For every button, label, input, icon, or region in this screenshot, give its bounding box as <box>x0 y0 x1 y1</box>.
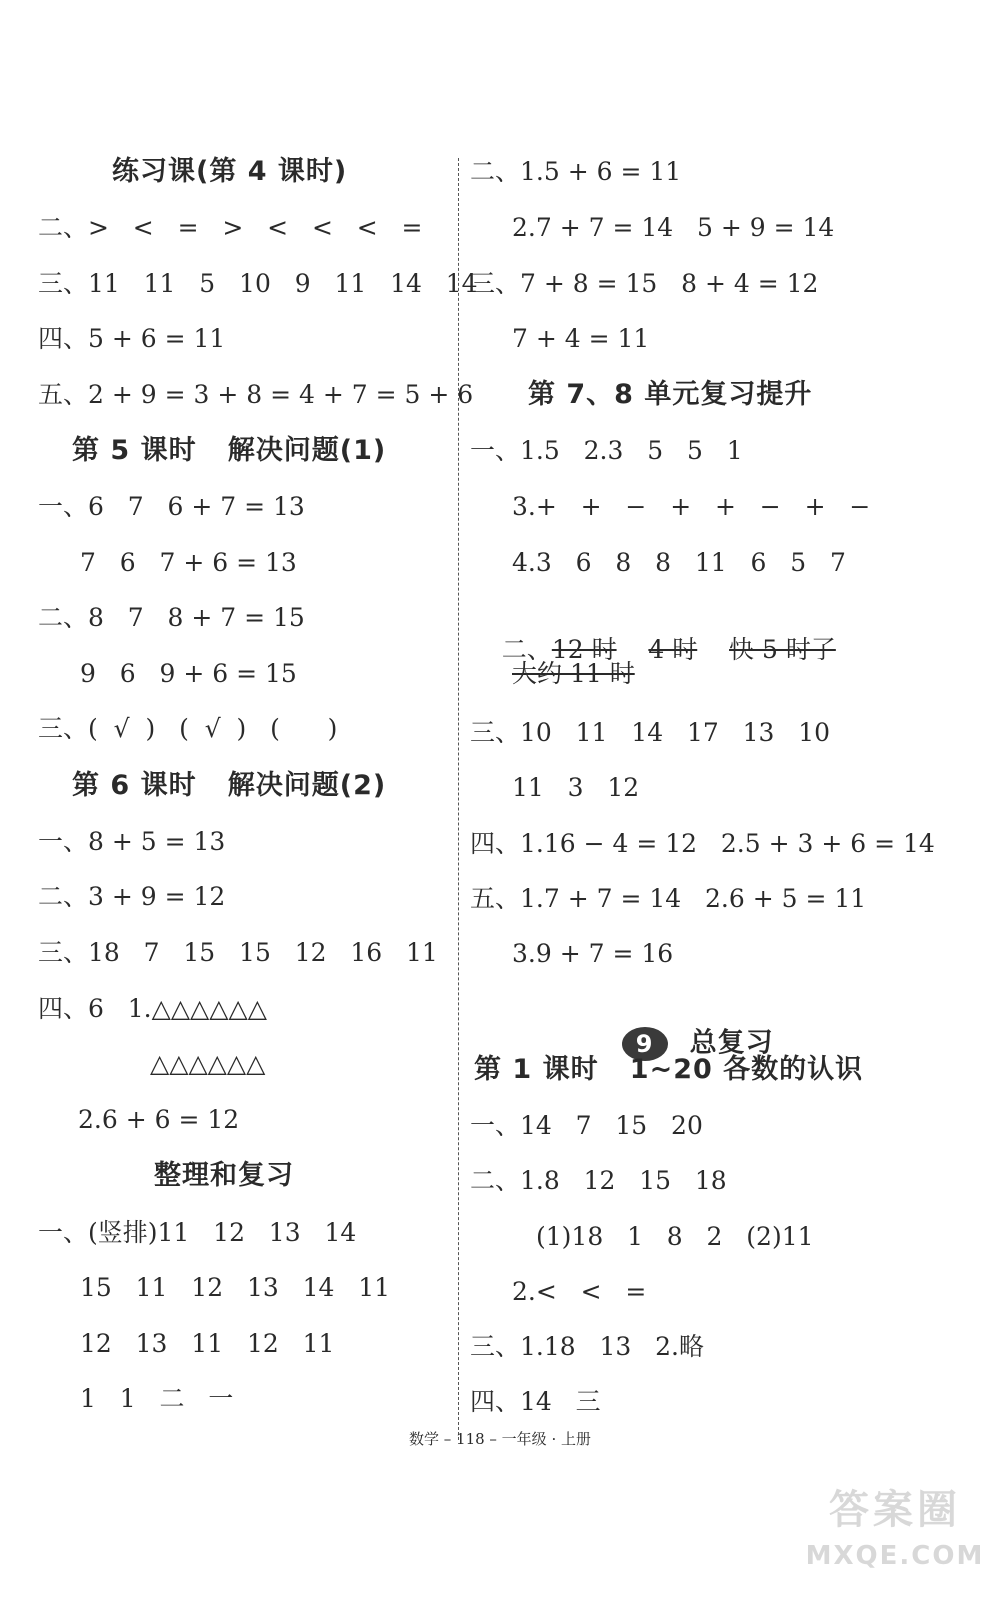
answer-line: △△△△△△ <box>150 1049 266 1078</box>
answer-line: 一、6 7 6 + 7 = 13 <box>38 492 305 521</box>
answer-line: 一、(竖排)11 12 13 14 <box>38 1218 357 1247</box>
answer-line: 二、1.5 + 6 = 11 <box>470 157 682 186</box>
answer-line: 五、2 + 9 = 3 + 8 = 4 + 7 = 5 + 6 <box>38 380 474 409</box>
section-heading: 第 7、8 单元复习提升 <box>528 379 813 410</box>
answer-line: 2.7 + 7 = 14 5 + 9 = 14 <box>512 213 835 242</box>
answer-line: 9 6 9 + 6 = 15 <box>80 659 297 688</box>
section-heading: 第 6 课时 解决问题(2) <box>72 770 387 801</box>
answer-line: (1)18 1 8 2 (2)11 <box>536 1222 814 1251</box>
watermark-logo-text: 答案圈 <box>829 1487 961 1533</box>
answer-line: 二、1.8 12 15 18 <box>470 1166 727 1195</box>
answer-line: 1 1 二 一 <box>80 1384 234 1413</box>
answer-line: 12 13 11 12 11 <box>80 1329 335 1358</box>
answer-line: 4.3 6 8 8 11 6 5 7 <box>512 548 846 577</box>
answer-line: 一、14 7 15 20 <box>470 1111 703 1140</box>
site-watermark <box>800 1482 990 1592</box>
clock-answer: 大约 11 时 <box>512 659 635 688</box>
answer-line: 四、1.16 − 4 = 12 2.5 + 3 + 6 = 14 <box>470 829 935 858</box>
answer-line: 三、7 + 8 = 15 8 + 4 = 12 <box>470 269 819 298</box>
clock-answer: 快 5 时了 <box>729 635 836 664</box>
answer-line: 3.+ + − + + − + − <box>512 492 871 521</box>
answer-line: 15 11 12 13 14 11 <box>80 1273 391 1302</box>
clock-answer: 12 时 <box>551 635 617 664</box>
answer-line: 三、1.18 13 2.略 <box>470 1332 705 1361</box>
answer-line: 7 + 4 = 11 <box>512 324 650 353</box>
answer-line: 二、8 7 8 + 7 = 15 <box>38 603 305 632</box>
unit-number-badge: 9 <box>622 1027 668 1061</box>
answer-line: 三、10 11 14 17 13 10 <box>470 718 831 747</box>
answer-line: 7 6 7 + 6 = 13 <box>80 548 297 577</box>
answer-line: 五、1.7 + 7 = 14 2.6 + 5 = 11 <box>470 884 867 913</box>
section-heading: 整理和复习 <box>154 1160 294 1191</box>
section-heading: 第 5 课时 解决问题(1) <box>72 435 387 466</box>
answer-line: 三、( √ ) ( √ ) ( ) <box>38 714 338 743</box>
answer-line: 二、> < = > < < < = <box>38 213 423 242</box>
answer-line: 四、14 三 <box>470 1387 601 1416</box>
answer-line: 四、5 + 6 = 11 <box>38 324 226 353</box>
answer-line: 三、18 7 15 15 12 16 11 <box>38 938 438 967</box>
column-divider <box>458 158 459 1440</box>
watermark-url: MXQE.COM <box>805 1541 985 1571</box>
answer-line: 三、11 11 5 10 9 11 14 14 <box>38 269 478 298</box>
unit-heading <box>580 995 774 1059</box>
answer-line: 四、6 1.△△△△△△ <box>38 994 267 1023</box>
answer-line: 二、3 + 9 = 12 <box>38 882 226 911</box>
answer-line <box>470 602 836 664</box>
section-heading: 练习课(第 4 课时) <box>112 156 348 187</box>
unit-title: 总复习 <box>689 1027 774 1059</box>
answer-line: 2.6 + 6 = 12 <box>78 1105 240 1134</box>
clock-answer: 4 时 <box>648 635 698 664</box>
answer-label: 二、 <box>501 635 552 664</box>
answer-line: 3.9 + 7 = 16 <box>512 939 674 968</box>
answer-line: 11 3 12 <box>512 773 640 802</box>
section-heading: 第 1 课时 1~20 各数的认识 <box>474 1054 864 1085</box>
answer-line: 2.< < = <box>512 1277 647 1306</box>
answer-line: 一、1.5 2.3 5 5 1 <box>470 436 743 465</box>
answer-line: 一、8 + 5 = 13 <box>38 827 226 856</box>
page-footer: 数学 – 118 – 一年级 · 上册 <box>408 1430 591 1448</box>
